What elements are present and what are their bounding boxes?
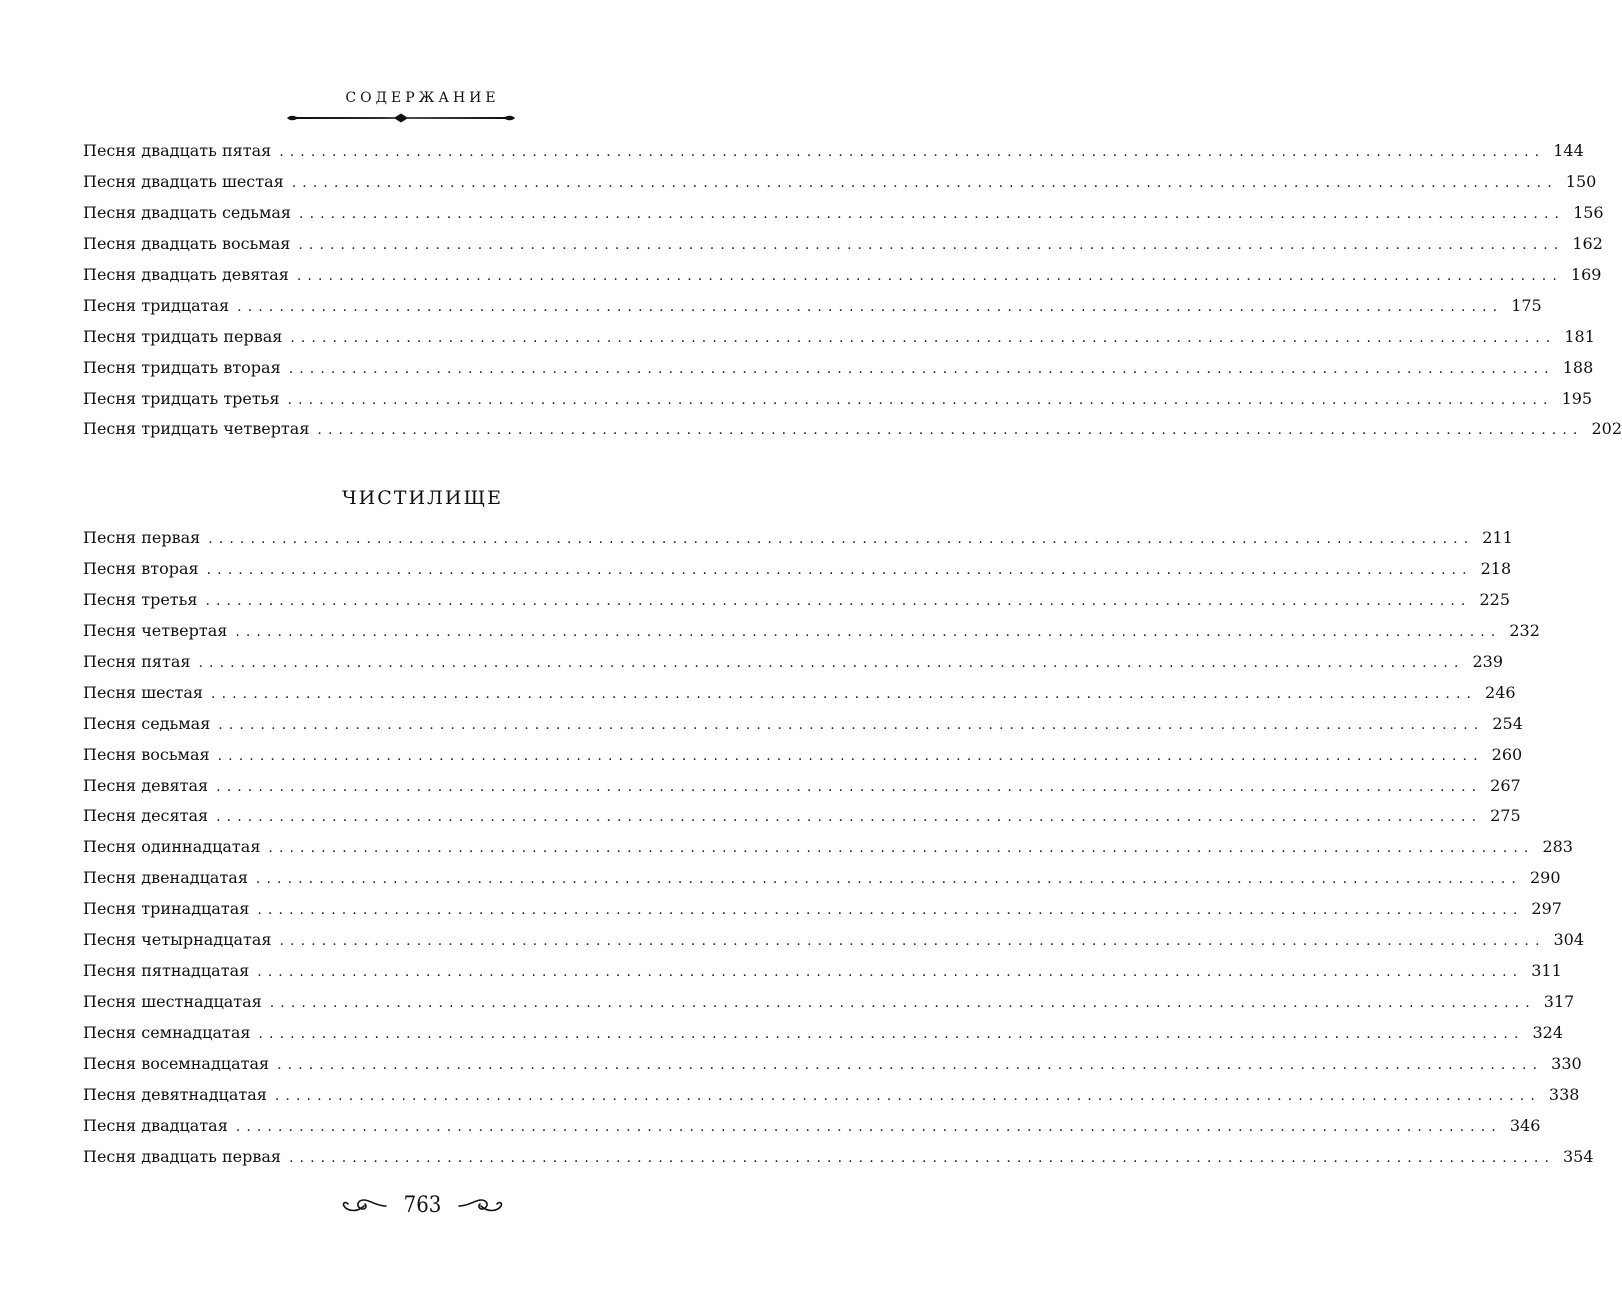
toc-entry-page: 218 — [1480, 558, 1512, 578]
toc-entry — [83, 682, 1516, 713]
dot-leader: ........................................................................................................................ — [298, 236, 1565, 253]
toc-entry-title: Песня десятая — [83, 806, 209, 826]
toc-entry-title: Песня восемнадцатая — [83, 1053, 270, 1073]
dot-leader: ........................................................................................................................ — [216, 778, 1483, 795]
toc-entry-title: Песня седьмая — [83, 713, 211, 733]
dot-leader: ........................................................................................................................ — [216, 809, 1483, 826]
toc-entry — [83, 960, 1562, 991]
toc-entry-page: 144 — [1553, 141, 1584, 160]
toc-entry-title: Песня тридцать вторая — [83, 357, 281, 377]
toc-entry-title: Песня тридцатая — [83, 295, 230, 315]
toc-entry-title: Песня третья — [83, 589, 198, 609]
toc-entry-title: Песня двадцать первая — [83, 1146, 281, 1166]
dot-leader: ........................................................................................................................ — [291, 174, 1558, 191]
dot-leader: ........................................................................................................................ — [235, 1118, 1502, 1135]
dot-leader: ........................................................................................................................ — [279, 933, 1546, 950]
toc-entry — [83, 589, 1511, 620]
folio — [330, 1188, 515, 1228]
dot-leader: ........................................................................................................................ — [218, 716, 1485, 733]
toc-entry-title: Песня девятнадцатая — [83, 1084, 267, 1104]
toc-entry-title: Песня девятая — [83, 775, 209, 795]
toc-entry-page: 304 — [1553, 930, 1585, 950]
toc-entry — [83, 527, 1513, 558]
toc-entry-page: 311 — [1531, 961, 1562, 981]
toc-entry-page: 232 — [1509, 620, 1540, 640]
toc-entry-title: Песня четырнадцатая — [83, 930, 272, 950]
toc-entry-title: Песня семнадцатая — [83, 1023, 251, 1042]
toc-entry-page: 297 — [1531, 899, 1562, 919]
toc-entry-page: 175 — [1511, 295, 1542, 315]
toc-entry-title: Песня тридцать первая — [83, 326, 283, 346]
toc-entry-title: Песня двенадцатая — [83, 868, 248, 888]
toc-entry-page: 290 — [1529, 868, 1561, 888]
dot-leader: ........................................................................................................................ — [255, 871, 1522, 888]
toc-entry-page: 283 — [1542, 837, 1573, 857]
toc-entry — [83, 202, 1604, 233]
dot-leader: ........................................................................................................................ — [206, 561, 1473, 578]
toc-entry — [83, 388, 1593, 419]
dot-leader: ........................................................................................................................ — [287, 391, 1554, 408]
toc-entry-title: Песня первая — [83, 528, 201, 547]
toc-entry-title: Песня двадцатая — [83, 1115, 228, 1135]
dot-leader: ........................................................................................................................ — [198, 654, 1465, 671]
section-title: ЧИСТИЛИЩЕ — [341, 487, 503, 509]
toc-entry-page: 317 — [1543, 992, 1575, 1012]
toc-entry-title: Песня двадцать пятая — [83, 141, 272, 160]
toc-entry — [83, 357, 1594, 388]
dot-leader: ........................................................................................................................ — [268, 840, 1535, 857]
dot-leader: ........................................................................................................................ — [258, 1026, 1525, 1042]
running-header: СОДЕРЖАНИЕ — [345, 90, 500, 106]
toc-entry — [83, 264, 1602, 295]
toc-entry-page: 338 — [1548, 1084, 1580, 1104]
dot-leader: ........................................................................................................................ — [317, 422, 1584, 439]
dot-leader: ........................................................................................................................ — [235, 623, 1502, 640]
toc-entry — [83, 1146, 1594, 1177]
toc-entry — [83, 744, 1523, 775]
dot-leader: ........................................................................................................................ — [257, 902, 1524, 919]
page-number: 763 — [403, 1193, 442, 1218]
dot-leader: ........................................................................................................................ — [217, 747, 1484, 764]
toc-list-purgatorio — [83, 527, 1594, 1177]
toc-entry-title: Песня тридцать третья — [83, 388, 280, 408]
toc-entry — [83, 805, 1521, 836]
dot-leader: ........................................................................................................................ — [288, 360, 1555, 377]
toc-entry — [83, 651, 1504, 682]
toc-entry-title: Песня пятая — [83, 651, 191, 671]
toc-entry-page: 246 — [1485, 682, 1516, 702]
toc-entry-title: Песня двадцать шестая — [83, 171, 284, 191]
toc-entry-page: 346 — [1509, 1115, 1541, 1135]
toc-entry-page: 202 — [1591, 419, 1622, 439]
dot-leader: ........................................................................................................................ — [205, 592, 1472, 609]
toc-entry — [83, 836, 1573, 867]
toc-entry — [83, 233, 1603, 264]
toc-entry-page: 188 — [1562, 357, 1594, 377]
dot-leader: ........................................................................................................................ — [208, 531, 1475, 547]
dot-leader: ........................................................................................................................ — [288, 1149, 1555, 1166]
toc-entry-page: 169 — [1570, 264, 1602, 284]
toc-entry-page: 275 — [1490, 806, 1521, 826]
toc-entry — [83, 418, 1622, 449]
toc-entry-title: Песня тридцать четвертая — [83, 419, 310, 439]
toc-entry-page: 225 — [1479, 589, 1511, 609]
toc-entry-page: 260 — [1491, 744, 1523, 764]
toc-entry-page: 150 — [1565, 171, 1597, 191]
toc-entry — [83, 929, 1585, 960]
toc-entry-title: Песня двадцать восьмая — [83, 233, 291, 253]
toc-entry-title: Песня шестнадцатая — [83, 992, 262, 1012]
dot-leader: ........................................................................................................................ — [296, 267, 1563, 284]
toc-entry — [83, 326, 1595, 357]
toc-entry-title: Песня пятнадцатая — [83, 961, 250, 981]
toc-entry — [83, 1115, 1541, 1146]
toc-entry-title: Песня двадцать девятая — [83, 264, 289, 284]
toc-entry — [83, 558, 1512, 589]
toc-entry-page: 195 — [1561, 388, 1593, 408]
toc-list-inferno — [83, 140, 1622, 449]
toc-entry — [83, 898, 1562, 929]
toc-entry-page: 330 — [1551, 1053, 1582, 1073]
dot-leader: ........................................................................................................................ — [290, 329, 1557, 346]
folio-ornament-right-icon — [457, 1196, 505, 1216]
toc-entry — [83, 620, 1540, 651]
toc-entry — [83, 295, 1542, 326]
toc-entry-page: 211 — [1482, 528, 1513, 547]
toc-entry-page: 324 — [1532, 1023, 1564, 1042]
toc-entry-title: Песня тринадцатая — [83, 899, 250, 919]
toc-entry-page: 162 — [1572, 233, 1603, 253]
toc-entry-page: 354 — [1563, 1146, 1594, 1166]
dot-leader: ........................................................................................................................ — [274, 1087, 1541, 1104]
toc-entry — [83, 171, 1597, 202]
toc-entry — [83, 1053, 1582, 1084]
toc-entry — [83, 775, 1521, 806]
dot-leader: ........................................................................................................................ — [277, 1056, 1544, 1073]
dot-leader: ........................................................................................................................ — [279, 144, 1546, 160]
toc-entry — [83, 867, 1561, 898]
toc-entry — [83, 1084, 1580, 1115]
toc-entry — [83, 713, 1523, 744]
dot-leader: ........................................................................................................................ — [299, 205, 1566, 222]
toc-entry-page: 181 — [1564, 326, 1595, 346]
dot-leader: ........................................................................................................................ — [269, 995, 1536, 1012]
toc-entry-title: Песня одиннадцатая — [83, 837, 261, 857]
toc-entry-page: 267 — [1490, 775, 1521, 795]
toc-entry — [83, 140, 1584, 171]
ornament-rule-icon — [285, 112, 517, 124]
toc-entry-title: Песня вторая — [83, 558, 199, 578]
toc-entry-title: Песня шестая — [83, 682, 204, 702]
toc-entry-page: 239 — [1472, 651, 1504, 671]
dot-leader: ........................................................................................................................ — [211, 685, 1478, 702]
toc-entry-title: Песня четвертая — [83, 620, 228, 640]
dot-leader: ........................................................................................................................ — [257, 964, 1524, 981]
toc-entry — [83, 991, 1575, 1022]
toc-entry-title: Песня восьмая — [83, 744, 210, 764]
toc-entry-page: 156 — [1573, 202, 1604, 222]
toc-entry-page: 254 — [1492, 713, 1523, 733]
toc-entry — [83, 1022, 1564, 1053]
dot-leader: ........................................................................................................................ — [237, 298, 1504, 315]
toc-entry-title: Песня двадцать седьмая — [83, 202, 292, 222]
